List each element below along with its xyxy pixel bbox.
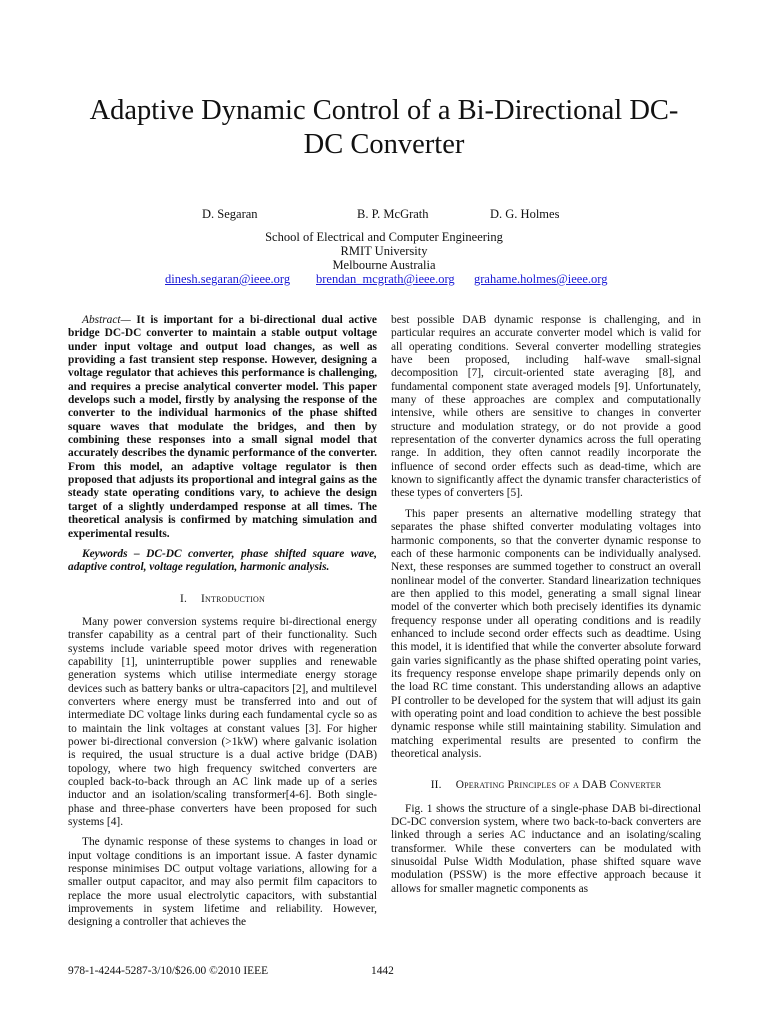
email-link[interactable]: dinesh.segaran@ieee.org <box>165 272 291 286</box>
paper-title-line-2: DC Converter <box>303 129 465 160</box>
section-number: II. <box>430 779 442 792</box>
affiliation-university: RMIT University <box>340 244 428 258</box>
right-column <box>391 314 701 896</box>
affiliation-location: Melbourne Australia <box>332 258 436 272</box>
section-heading <box>68 593 377 606</box>
affiliation-school: School of Electrical and Computer Engineering <box>265 230 503 244</box>
paragraph-continued: best possible DAB dynamic response is challenging, and in particular requires an accurate converter model which is valid for all operating conditions. Several converter modelling strategies have been proposed, including half-wave small-signal decomposition [7], circuit-oriented state averaging [8], and fundamental component state averaged models [9]. Unfortunately, many of these approaches are complex and computationally intensive, while others are sensitive to changes in converter structure and modulation strategy, or do not provide a good representation of the converter dynamics across the full operating range. In addition, they often cannot readily incorporate the influence of second order effects such as dead-time, which are known to significantly affect the dynamic transfer characteristics of these types of converters [5]. <box>391 314 701 500</box>
page-number: 1442 <box>371 965 394 977</box>
paper-title <box>60 94 708 162</box>
email-link[interactable]: grahame.holmes@ieee.org <box>474 272 608 286</box>
abstract <box>68 314 377 541</box>
author-name: B. P. McGrath <box>357 207 429 221</box>
section-number: I. <box>179 592 188 605</box>
paragraph: This paper presents an alternative modelling strategy that separates the phase shifted converter modulating voltages into harmonic components, so that the converter dynamic response to each of these harmonic components can be individually analysed. Next, these responses are summed together to construct an overall nonlinear model of the converter. Standard linearization techniques are then applied to this model, generating a small signal linear model of the converter which both precisely identifies its dynamic frequency response under all operating conditions and is readily enhanced to include second order effects such as deadtime. Using this model, it is identified that while the converter absolute forward gain varies significantly as the phase shifted operating point varies, its frequency response envelope shape primarily depends only on the load RC time constant. This understanding allows an adaptive PI controller to be developed for the system that will adjust its gain with operating point and load condition to achieve the best possible dynamic response while still maintaining stability. Simulation and matching experimental results are presented to confirm the theoretical analysis. <box>391 507 701 760</box>
abstract-label: Abstract— <box>82 314 131 326</box>
author-name: D. G. Holmes <box>490 207 560 221</box>
keywords: Keywords – DC-DC converter, phase shifted square wave, adaptive control, voltage regulation, harmonic analysis. <box>68 547 377 574</box>
paragraph: The dynamic response of these systems to changes in load or input voltage conditions is an important issue. A faster dynamic response minimises DC output voltage variations, allowing for a smaller output capacitor, and may also permit film capacitors to replace the more usual electrolytic capacitors, with substantial improvements in system lifetime and reliability. However, designing a controller that achieves the <box>68 836 377 929</box>
copyright-footer: 978-1-4244-5287-3/10/$26.00 ©2010 IEEE <box>68 965 269 977</box>
author-name: D. Segaran <box>202 207 258 221</box>
paper-title-line-1: Adaptive Dynamic Control of a Bi-Directional DC- <box>89 95 679 126</box>
section-title: Operating Principles of a DAB Converter <box>455 779 662 792</box>
left-column <box>68 314 377 930</box>
email-link[interactable]: brendan_mcgrath@ieee.org <box>316 272 455 286</box>
section-heading <box>391 779 701 792</box>
section-title: Introduction <box>201 592 265 605</box>
abstract-text: It is important for a bi-directional dual active bridge DC-DC converter to maintain a stable output voltage under input voltage and output load changes, as well as providing a fast transient step response. However, designing a voltage regulator that achieves this performance is challenging, and requires a precise analytical converter model. This paper develops such a model, firstly by analysing the response of the converter to the individual harmonics of the phase shifted square waves that modulate the bridges, and then by combining these responses into a small signal model that accurately describes the dynamic performance of the converter. From this model, an adaptive voltage regulator is then proposed that adjusts its proportional and integral gains as the steady state operating conditions vary, to achieve the design target of a slightly underdamped response at all times. The theoretical analysis is confirmed by matching simulation and experimental results. <box>68 314 377 540</box>
paragraph: Fig. 1 shows the structure of a single-phase DAB bi-directional DC-DC conversion system, where two back-to-back converters are linked through a series AC inductance and an isolating/scaling transformer. While these converters can be modulated with sinusoidal Pulse Width Modulation, phase shifted square wave modulation (PSSW) is the more effective approach because it allows for smaller magnetic components as <box>391 802 701 895</box>
paragraph: Many power conversion systems require bi-directional energy transfer capability as a central part of their functionality. Such systems include variable speed motor drives with regeneration capability [1], uninterruptible power supplies and renewable generation systems which utilise intermediate energy storage devices such as battery banks or ultra-capacitors [2], and multilevel converters where energy must be transferred into and out of intermediate DC voltage links during each fundamental cycle so as to maintain the link voltages at constant values [3]. For higher power bi-directional conversion (>1kW) where galvanic isolation is required, the usual structure is a dual active bridge (DAB) topology, where two high frequency switched converters are coupled back-to-back through an AC link made up of a series inductor and an isolation/scaling transformer[4-6]. Both single-phase and three-phase converters have been proposed for such systems [4]. <box>68 615 377 829</box>
